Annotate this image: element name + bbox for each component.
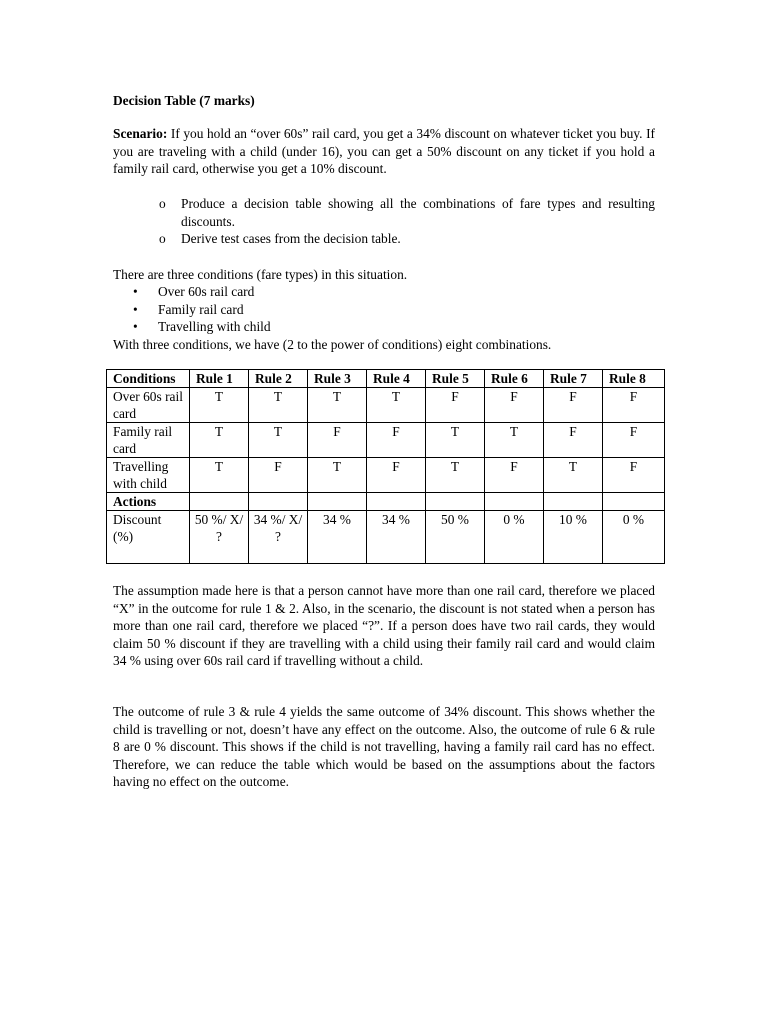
table-cell bbox=[544, 493, 603, 511]
table-cell: 50 %/ X/ ? bbox=[190, 511, 249, 564]
conditions-intro: There are three conditions (fare types) in this situation. bbox=[113, 267, 408, 282]
list-item-text: Family rail card bbox=[158, 301, 244, 317]
table-cell: T bbox=[544, 458, 603, 493]
condition-label: Over 60s rail card bbox=[107, 388, 190, 423]
table-cell: 50 % bbox=[426, 511, 485, 564]
table-cell: 0 % bbox=[603, 511, 665, 564]
table-header-cell: Rule 1 bbox=[190, 370, 249, 388]
task-marker: o bbox=[159, 231, 166, 246]
table-cell: T bbox=[308, 388, 367, 423]
actions-label: Actions bbox=[107, 493, 190, 511]
table-cell: F bbox=[249, 458, 308, 493]
decision-table bbox=[106, 369, 665, 564]
table-row bbox=[107, 458, 665, 493]
table-cell: F bbox=[485, 388, 544, 423]
table-cell bbox=[426, 493, 485, 511]
table-cell: F bbox=[603, 423, 665, 458]
page-title: Decision Table (7 marks) bbox=[113, 93, 255, 108]
table-cell bbox=[367, 493, 426, 511]
table-cell: 10 % bbox=[544, 511, 603, 564]
task-list bbox=[159, 195, 655, 248]
table-header-cell: Rule 2 bbox=[249, 370, 308, 388]
bullet-marker: • bbox=[133, 301, 138, 317]
list-item-text: Travelling with child bbox=[158, 319, 271, 334]
table-row bbox=[107, 388, 665, 423]
table-cell: F bbox=[426, 388, 485, 423]
task-item bbox=[159, 195, 655, 230]
table-cell: T bbox=[190, 423, 249, 458]
table-cell bbox=[249, 493, 308, 511]
table-cell bbox=[190, 493, 249, 511]
scenario-paragraph bbox=[113, 125, 655, 178]
table-cell bbox=[485, 493, 544, 511]
bullet-marker: • bbox=[133, 284, 138, 299]
table-header-cell: Rule 6 bbox=[485, 370, 544, 388]
table-cell: T bbox=[485, 423, 544, 458]
task-item bbox=[159, 230, 655, 248]
table-header-cell: Rule 8 bbox=[603, 370, 665, 388]
table-header-row bbox=[107, 370, 665, 388]
table-row bbox=[107, 511, 665, 564]
actions-row bbox=[107, 493, 665, 511]
list-item bbox=[133, 318, 271, 336]
table-cell: F bbox=[544, 423, 603, 458]
table-header-cell: Rule 5 bbox=[426, 370, 485, 388]
list-item-text: Over 60s rail card bbox=[158, 284, 255, 299]
condition-label: Family rail card bbox=[107, 423, 190, 458]
table-cell: T bbox=[308, 458, 367, 493]
table-cell bbox=[603, 493, 665, 511]
table-header-cell: Rule 4 bbox=[367, 370, 426, 388]
table-row bbox=[107, 423, 665, 458]
task-text: Derive test cases from the decision table. bbox=[181, 231, 401, 246]
table-cell: F bbox=[367, 423, 426, 458]
assumption-paragraph: The assumption made here is that a person cannot have more than one rail card, therefore we placed “X” in the outcome for rule 1 & 2. Also, in the scenario, the discount is not stated when a person has more than one rail card, therefore we placed “?”. If a person does have two rail cards, they would claim 50 % discount if they are travelling with a child using their family rail card and would claim 34 % using over 60s rail card if travelling without a child. bbox=[113, 583, 655, 668]
table-cell: 34 % bbox=[308, 511, 367, 564]
table-cell: F bbox=[603, 388, 665, 423]
table-cell: 0 % bbox=[485, 511, 544, 564]
table-cell: T bbox=[426, 423, 485, 458]
table-cell: F bbox=[544, 388, 603, 423]
table-header-cell: Rule 3 bbox=[308, 370, 367, 388]
table-cell: F bbox=[308, 423, 367, 458]
table-cell: T bbox=[426, 458, 485, 493]
table-cell bbox=[308, 493, 367, 511]
table-cell: 34 %/ X/ ? bbox=[249, 511, 308, 564]
combinations-note: With three conditions, we have (2 to the power of conditions) eight combinations. bbox=[113, 337, 552, 352]
table-header-cell: Rule 7 bbox=[544, 370, 603, 388]
table-cell: 34 % bbox=[367, 511, 426, 564]
table-header-cell: Conditions bbox=[107, 370, 190, 388]
condition-label: Travelling with child bbox=[107, 458, 190, 493]
list-item bbox=[133, 301, 271, 319]
table-cell: T bbox=[190, 458, 249, 493]
table-cell: T bbox=[249, 388, 308, 423]
table-cell: F bbox=[603, 458, 665, 493]
outcome-paragraph: The outcome of rule 3 & rule 4 yields the same outcome of 34% discount. This shows whether the child is travelling or not, doesn’t have any effect on the outcome. Also, the outcome of rule 6 & rule 8 are 0 % discount. This shows if the child is not travelling, having a family rail card has no effect. Therefore, we can reduce the table which would be based on the assumptions about the factors having no effect on the outcome. bbox=[113, 704, 655, 789]
scenario-label: Scenario: bbox=[113, 126, 168, 141]
conditions-list bbox=[133, 283, 271, 336]
table-cell: F bbox=[485, 458, 544, 493]
table-cell: T bbox=[249, 423, 308, 458]
table-cell: T bbox=[190, 388, 249, 423]
task-marker: o bbox=[159, 196, 166, 211]
scenario-text: If you hold an “over 60s” rail card, you get a 34% discount on whatever ticket you buy. If you are traveling with a child (under 16), you can get a 50% discount on any ticket if you hold a family rail card, otherwise you get a 10% discount. bbox=[113, 126, 655, 176]
discount-label: Discount (%) bbox=[107, 511, 190, 564]
task-text: Produce a decision table showing all the combinations of fare types and resulting discounts. bbox=[181, 196, 655, 229]
table-cell: T bbox=[367, 388, 426, 423]
bullet-marker: • bbox=[133, 319, 138, 334]
table-cell: F bbox=[367, 458, 426, 493]
list-item bbox=[133, 283, 271, 301]
